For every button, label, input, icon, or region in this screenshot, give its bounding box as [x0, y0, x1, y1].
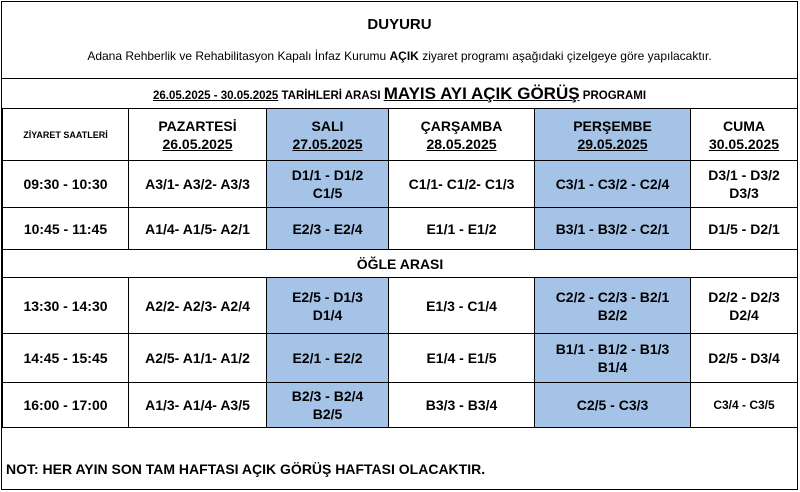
lunch-break-row	[3, 250, 798, 278]
footer-note: NOT: HER AYIN SON TAM HAFTASI AÇIK GÖRÜŞ HAFTASI OLACAKTIR.	[6, 461, 486, 477]
table-row	[3, 208, 798, 250]
day-name: PERŞEMBE	[573, 117, 652, 134]
table-row	[3, 334, 798, 383]
cell-line: C3/4 - C3/5	[713, 398, 775, 412]
schedule-cell	[267, 383, 389, 428]
cell-line: A2/5- A1/1- A1/2	[145, 350, 250, 366]
cell-line: D3/1 - D3/2	[708, 167, 780, 183]
schedule-cell	[389, 161, 535, 208]
table-row	[3, 278, 798, 334]
day-date: 27.05.2025	[292, 135, 363, 152]
visit-schedule-table	[2, 108, 798, 428]
lunch-break-label: ÖĞLE ARASI	[3, 250, 798, 278]
schedule-cell	[267, 334, 389, 383]
schedule-cell	[129, 208, 267, 250]
cell-line: E2/5 - D1/3	[292, 288, 363, 305]
schedule-cell	[691, 278, 798, 334]
schedule-cell	[129, 383, 267, 428]
schedule-cell	[535, 161, 691, 208]
announcement-intro	[2, 49, 797, 63]
day-header-friday	[691, 109, 798, 161]
cell-line: D2/2 - D2/3	[708, 288, 780, 305]
schedule-cell	[267, 278, 389, 334]
table-row	[3, 161, 798, 208]
schedule-cell	[267, 208, 389, 250]
intro-text-start: Adana Rehberlik ve Rehabilitasyon Kapalı İnfaz Kurumu	[87, 49, 390, 63]
cell-line: D2/4	[729, 306, 759, 323]
table-row	[3, 383, 798, 428]
schedule-cell	[535, 278, 691, 334]
day-name: ÇARŞAMBA	[420, 117, 503, 134]
program-main-title: MAYIS AYI AÇIK GÖRÜŞ	[383, 84, 580, 103]
schedule-cell	[691, 334, 798, 383]
cell-line: D1/1 - D1/2	[291, 167, 364, 183]
schedule-cell	[691, 383, 798, 428]
cell-line: C2/5 - C3/3	[576, 397, 649, 413]
time-slot: 14:45 - 15:45	[3, 334, 129, 383]
day-name: CUMA	[723, 117, 765, 134]
time-slot: 16:00 - 17:00	[3, 383, 129, 428]
time-slot: 10:45 - 11:45	[3, 208, 129, 250]
schedule-cell	[535, 383, 691, 428]
cell-line: D1/5 - D2/1	[708, 220, 780, 237]
program-suffix: PROGRAMI	[579, 90, 647, 102]
cell-line: E1/4 - E1/5	[426, 350, 497, 366]
cell-line: C1/1- C1/2- C1/3	[408, 176, 515, 192]
schedule-cell	[389, 278, 535, 334]
intro-text-end: ziyaret programı aşağıdaki çizelgeye göre yapılacaktır.	[418, 49, 712, 63]
cell-line: E2/1 - E2/2	[292, 350, 363, 366]
cell-line: B2/2	[597, 306, 628, 323]
schedule-cell	[129, 334, 267, 383]
cell-line: D3/3	[729, 185, 759, 201]
announcement-sheet	[1, 1, 798, 490]
day-header-wednesday	[389, 109, 535, 161]
program-between: TARİHLERİ ARASI	[278, 90, 384, 102]
cell-line: E1/3 - C1/4	[426, 297, 497, 314]
cell-line: D2/5 - D3/4	[708, 350, 780, 366]
schedule-cell	[535, 208, 691, 250]
schedule-cell	[129, 278, 267, 334]
cell-line: D1/4	[312, 306, 343, 323]
announcement-header	[2, 2, 797, 78]
schedule-cell	[389, 334, 535, 383]
day-header-tuesday	[267, 109, 389, 161]
cell-line: B3/1 - B3/2 - C2/1	[555, 220, 670, 237]
schedule-cell	[691, 208, 798, 250]
program-dates: 26.05.2025 - 30.05.2025	[152, 90, 279, 102]
time-slot: 09:30 - 10:30	[3, 161, 129, 208]
time-slot: 13:30 - 14:30	[3, 278, 129, 334]
schedule-cell	[389, 208, 535, 250]
schedule-cell	[389, 383, 535, 428]
cell-line: C1/5	[312, 185, 343, 201]
schedule-cell	[535, 334, 691, 383]
day-name: SALI	[311, 117, 344, 134]
day-header-monday	[129, 109, 267, 161]
day-date: 26.05.2025	[162, 135, 233, 152]
day-date: 28.05.2025	[426, 135, 497, 152]
schedule-cell	[129, 161, 267, 208]
table-header-row	[3, 109, 798, 161]
cell-line: A1/4- A1/5- A2/1	[145, 220, 250, 237]
cell-line: B2/3 - B2/4	[291, 388, 364, 404]
schedule-cell	[691, 161, 798, 208]
cell-line: B3/3 - B3/4	[425, 397, 498, 413]
cell-line: A2/2- A2/3- A2/4	[145, 297, 250, 314]
cell-line: B2/5	[312, 406, 343, 422]
divider	[2, 78, 797, 79]
intro-text-bold: AÇIK	[389, 49, 419, 63]
cell-line: B1/1 - B1/2 - B1/3	[555, 341, 670, 357]
cell-line: A3/1- A3/2- A3/3	[145, 176, 250, 192]
cell-line: E2/3 - E2/4	[292, 220, 363, 237]
day-header-thursday	[535, 109, 691, 161]
program-subtitle	[2, 84, 797, 104]
cell-line: A1/3- A1/4- A3/5	[145, 397, 250, 413]
cell-line: E1/1 - E1/2	[426, 220, 497, 237]
day-date: 30.05.2025	[708, 135, 780, 152]
visit-hours-header: ZİYARET SAATLERİ	[3, 109, 129, 161]
cell-line: C3/1 - C3/2 - C2/4	[555, 176, 670, 192]
announcement-title: DUYURU	[367, 16, 432, 33]
cell-line: B1/4	[597, 359, 628, 375]
cell-line: C2/2 - C2/3 - B2/1	[555, 288, 670, 305]
schedule-cell	[267, 161, 389, 208]
day-date: 29.05.2025	[577, 135, 648, 152]
day-name: PAZARTESİ	[158, 117, 237, 134]
